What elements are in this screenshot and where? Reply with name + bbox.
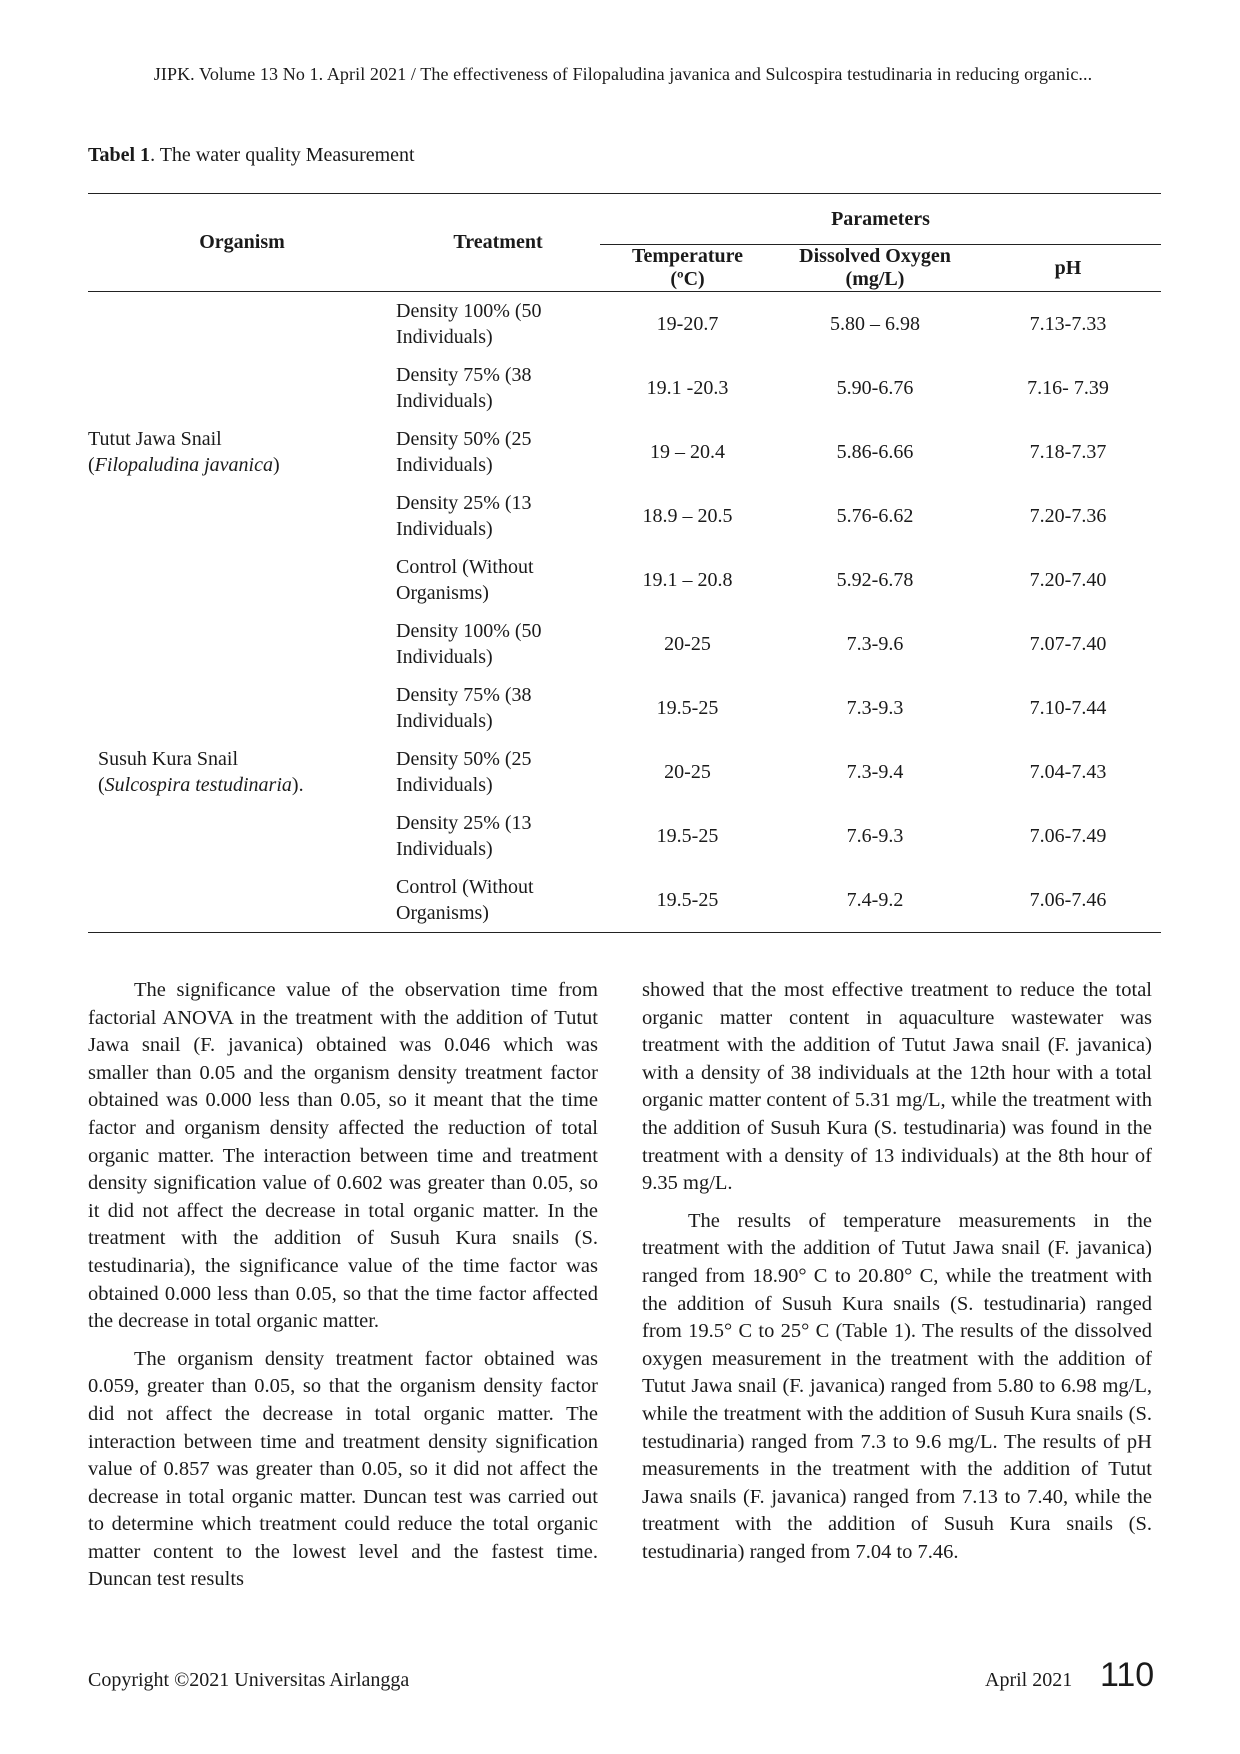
- treatment-line2: Individuals): [396, 390, 493, 412]
- table-caption-label: Tabel 1: [88, 144, 151, 166]
- temperature-cell: 19.5-25: [656, 825, 719, 847]
- water-quality-table: [88, 193, 1161, 933]
- treatment-line2: Individuals): [396, 646, 493, 668]
- treatment-cell: [396, 548, 600, 612]
- organism-cell: [88, 292, 396, 613]
- temperature-cell: 19.1 – 20.8: [642, 569, 733, 591]
- temperature-cell: 19.5-25: [656, 697, 719, 719]
- table-caption: [88, 144, 415, 167]
- paragraph: The results of temperature measurements in the treatment with the addition of Tutut Jawa snail (F. javanica) ranged from 18.90° C to 20.80° C, while the treatment with the addition of Susuh Kura snails (S. testudinaria) ranged from 19.5° C to 25° C (Table 1). The results of the dissolved oxygen measurement in the treatment with the addition of Tutut Jawa snail (F. javanica) ranged from 5.80 to 6.98 mg/L, while the treatment with the addition of Susuh Kura snails (S. testudinaria) ranged from 7.3 to 9.6 mg/L. The results of pH measurements in the treatment with the addition of Tutut Jawa snails (F. javanica) ranged from 7.13 to 7.40, while the treatment with the addition of Susuh Kura snails (S. testudinaria) ranged from 7.04 to 7.46.: [642, 1209, 1152, 1563]
- organism-latin: (Filopaludina javanica): [88, 454, 280, 476]
- temperature-cell: 20-25: [664, 761, 711, 783]
- table-row: [88, 292, 1161, 357]
- treatment-line2: Individuals): [396, 774, 493, 796]
- organism-name: Susuh Kura Snail: [98, 748, 238, 770]
- organism-latin: (Sulcospira testudinaria).: [98, 774, 304, 796]
- organism-cell: [88, 612, 396, 933]
- ph-cell: 7.06-7.49: [1029, 825, 1107, 847]
- temperature-cell: 19.5-25: [600, 868, 775, 933]
- treatment-cell: [396, 612, 600, 676]
- header-temperature: [600, 245, 775, 292]
- ph-cell: 7.20-7.40: [1029, 569, 1107, 591]
- do-cell: 5.92-6.78: [836, 569, 914, 591]
- temperature-cell: 19.1 -20.3: [646, 377, 729, 399]
- do-cell: 7.4-9.2: [775, 868, 975, 933]
- header-treatment: Treatment: [396, 194, 600, 292]
- do-cell: 7.3-9.4: [846, 761, 904, 783]
- footer-date: April 2021: [985, 1669, 1073, 1691]
- header-temperature-line2: (ºC): [670, 268, 705, 290]
- treatment-line1: Density 25% (13: [396, 812, 532, 834]
- ph-cell: 7.06-7.46: [975, 868, 1161, 933]
- header-temperature-line1: Temperature: [631, 245, 744, 267]
- header-organism: Organism: [88, 194, 396, 292]
- do-cell: 7.3-9.3: [846, 697, 904, 719]
- running-head-text: JIPK. Volume 13 No 1. April 2021 / The effectiveness of Filopaludina javanica and Sulcospira testudinaria in reducing organic...: [153, 64, 1093, 84]
- treatment-line1: Density 25% (13: [396, 492, 532, 514]
- table-body: [88, 292, 1161, 933]
- do-cell: 7.3-9.6: [846, 633, 904, 655]
- ph-cell: 7.10-7.44: [1029, 697, 1107, 719]
- treatment-cell: [396, 356, 600, 420]
- header-do-line1: Dissolved Oxygen: [799, 245, 951, 267]
- copyright: Copyright ©2021 Universitas Airlangga: [88, 1669, 410, 1691]
- treatment-line1: Density 50% (25: [396, 428, 532, 450]
- treatment-cell: [396, 868, 600, 933]
- treatment-line1: Density 100% (50: [396, 620, 542, 642]
- treatment-line1: Density 100% (50: [396, 300, 542, 322]
- page-number: 110: [1100, 1656, 1155, 1694]
- do-cell: 5.90-6.76: [836, 377, 914, 399]
- body-left-column: [88, 977, 598, 1604]
- do-cell: 5.86-6.66: [836, 441, 914, 463]
- treatment-cell: [396, 484, 600, 548]
- running-head: [88, 64, 1158, 85]
- organism-latin-italic: Filopaludina javanica: [94, 454, 273, 476]
- paragraph: The significance value of the observation time from factorial ANOVA in the treatment with the addition of Tutut Jawa snail (F. javanica) obtained was 0.046 which was smaller than 0.05 and the organism density treatment factor obtained was 0.000 less than 0.05, so it meant that the time factor and organism density affected the reduction of total organic matter. The interaction between time and treatment density signification value of 0.602 was greater than 0.05, so it did not affect the decrease in total organic matter. In the treatment with the addition of Susuh Kura snails (S. testudinaria), the significance value of the time factor was obtained 0.000 less than 0.05, so that the time factor affected the decrease in total organic matter.: [88, 979, 598, 1333]
- table-caption-text: . The water quality Measurement: [150, 144, 415, 166]
- ph-cell: 7.04-7.43: [1029, 761, 1107, 783]
- treatment-cell: [396, 292, 600, 357]
- ph-cell: 7.18-7.37: [1029, 441, 1107, 463]
- treatment-line2: Individuals): [396, 326, 493, 348]
- treatment-cell: [396, 420, 600, 484]
- organism-name: Tutut Jawa Snail: [88, 428, 222, 450]
- treatment-cell: [396, 676, 600, 740]
- temperature-cell: 19-20.7: [600, 292, 775, 357]
- treatment-line1: Control (Without: [396, 876, 534, 898]
- paragraph: showed that the most effective treatment to reduce the total organic matter content in aquaculture wastewater was treatment with the addition of Tutut Jawa snail (F. javanica) with a density of 38 individuals at the 12th hour with a total organic matter content of 5.31 mg/L, while the treatment with the addition of Susuh Kura (S. testudinaria) was found in the treatment with a density of 13 individuals) at the 8th hour of 9.35 mg/L.: [642, 979, 1152, 1195]
- do-cell: 5.76-6.62: [836, 505, 914, 527]
- ph-cell: 7.20-7.36: [1029, 505, 1107, 527]
- table-row: [88, 612, 1161, 676]
- treatment-line1: Control (Without: [396, 556, 534, 578]
- header-dissolved-oxygen: [775, 245, 975, 292]
- header-do-line2: (mg/L): [845, 268, 905, 290]
- temperature-cell: 18.9 – 20.5: [642, 505, 733, 527]
- treatment-line2: Organisms): [396, 902, 489, 924]
- do-cell: 7.6-9.3: [846, 825, 904, 847]
- do-cell: 5.80 – 6.98: [775, 292, 975, 357]
- body-right-column: [642, 977, 1152, 1576]
- treatment-line2: Individuals): [396, 518, 493, 540]
- header-parameters: Parameters: [600, 194, 1161, 245]
- treatment-line1: Density 75% (38: [396, 364, 532, 386]
- treatment-line2: Individuals): [396, 838, 493, 860]
- treatment-line2: Organisms): [396, 582, 489, 604]
- temperature-cell: 20-25: [664, 633, 711, 655]
- treatment-line2: Individuals): [396, 454, 493, 476]
- treatment-line1: Density 75% (38: [396, 684, 532, 706]
- paragraph: The organism density treatment factor obtained was 0.059, greater than 0.05, so that the organism density factor did not affect the decrease in total organic matter. The interaction between time and treatment density signification value of 0.857 was greater than 0.05, so it did not affect the decrease in total organic matter. Duncan test was carried out to determine which treatment could reduce the total organic matter content to the lowest level and the fastest time. Duncan test results: [88, 1347, 598, 1591]
- treatment-cell: [396, 740, 600, 804]
- treatment-line2: Individuals): [396, 710, 493, 732]
- organism-latin-italic: Sulcospira testudinaria: [104, 774, 292, 796]
- ph-cell: 7.07-7.40: [1029, 633, 1107, 655]
- ph-cell: 7.16- 7.39: [1027, 377, 1109, 399]
- ph-cell: 7.13-7.33: [975, 292, 1161, 357]
- treatment-line1: Density 50% (25: [396, 748, 532, 770]
- treatment-cell: [396, 804, 600, 868]
- header-ph: pH: [1054, 256, 1082, 279]
- temperature-cell: 19 – 20.4: [650, 441, 725, 463]
